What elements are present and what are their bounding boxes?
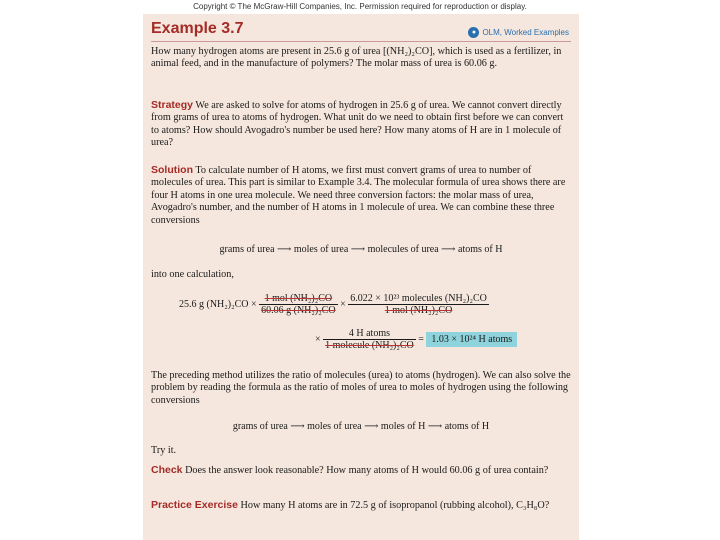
molar-mass-factor: [259, 293, 337, 316]
check-paragraph: [151, 464, 571, 477]
question-paragraph: How many hydrogen atoms are present in 25.6 g of urea [(NH₂)₂CO], which is used as a fertilizer, in animal feed, and in the manufacture of polymers? The molar mass of urea is 60.06 g.: [151, 46, 562, 70]
conversion-chain-2: grams of urea ⟶ moles of urea ⟶ moles of H ⟶ atoms of H: [232, 421, 490, 432]
practice-label: Practice Exercise: [151, 499, 238, 511]
olm-badge[interactable]: [468, 27, 569, 38]
equals-symbol: =: [418, 333, 424, 345]
example-title: Example 3.7: [151, 20, 244, 37]
into-one-text: into one calculation,: [151, 269, 234, 280]
conversion-chain-1: grams of urea ⟶ moles of urea ⟶ molecules of urea ⟶ atoms of H: [219, 244, 503, 255]
answer-box: 1.03 × 10²⁴ H atoms: [426, 332, 517, 347]
check-text: Does the answer look reasonable? How many atoms of H would 60.06 g of urea contain?: [185, 465, 549, 476]
factor1-numerator: 1 mol (NH₂)₂CO: [259, 293, 337, 305]
times-symbol-2: ×: [315, 333, 321, 345]
example-page: [143, 14, 579, 540]
strategy-text: We are asked to solve for atoms of hydrogen in 25.6 g of urea. We cannot convert directly from grams of urea to atoms of hydrogen. What unit do we need to obtain first before we can convert to atoms? How should Avogadro's number be used here? How many atoms of H are in 1 molecule of urea?: [151, 100, 564, 149]
try-it-text: Try it.: [151, 445, 177, 456]
solution-paragraph: [151, 164, 571, 227]
title-divider: [151, 41, 571, 42]
times-symbol: ×: [340, 298, 346, 310]
factor2-denominator: 1 mol (NH₂)₂CO: [384, 305, 453, 316]
factor3-denominator: 1 molecule (NH₂)₂CO: [325, 340, 414, 351]
practice-text: How many H atoms are in 72.5 g of isopropanol (rubbing alcohol), C₃H₈O?: [240, 500, 550, 511]
avogadro-factor: [348, 293, 489, 316]
calc-start: 25.6 g (NH₂)₂CO ×: [179, 298, 257, 310]
olm-logo-icon: ●: [468, 27, 479, 38]
olm-badge-label: OLM, Worked Examples: [482, 28, 569, 37]
calculation-line-1: [179, 293, 489, 316]
factor1-denominator: 60.06 g (NH₂)₂CO: [261, 305, 336, 316]
practice-paragraph: [151, 499, 571, 512]
solution-label: Solution: [151, 164, 193, 176]
preceding-paragraph: The preceding method utilizes the ratio of molecules (urea) to atoms (hydrogen). We can also solve the problem by reading the formula as the ratio of moles of urea to moles of hydrogen using the following conversions: [151, 370, 571, 406]
h-atoms-factor: [323, 328, 416, 351]
factor2-numerator: 6.022 × 10²³ molecules (NH₂)₂CO: [350, 293, 487, 304]
strategy-label: Strategy: [151, 99, 194, 111]
strategy-paragraph: [151, 99, 571, 150]
calculation-line-2: [315, 328, 517, 351]
factor3-numerator: 4 H atoms: [323, 328, 416, 340]
solution-text: To calculate number of H atoms, we first must convert grams of urea to number of molecules of urea. This part is similar to Example 3.4. The molecular formula of urea shows there are four H atoms in one urea molecule. We need three conversion factors: the molar mass of urea, Avogadro's number, and the number of H atoms in 1 molecule of urea. We can combine these three conversions: [151, 165, 566, 226]
copyright-notice: Copyright © The McGraw-Hill Companies, Inc. Permission required for reproduction or display.: [193, 2, 527, 11]
check-label: Check: [151, 464, 183, 476]
